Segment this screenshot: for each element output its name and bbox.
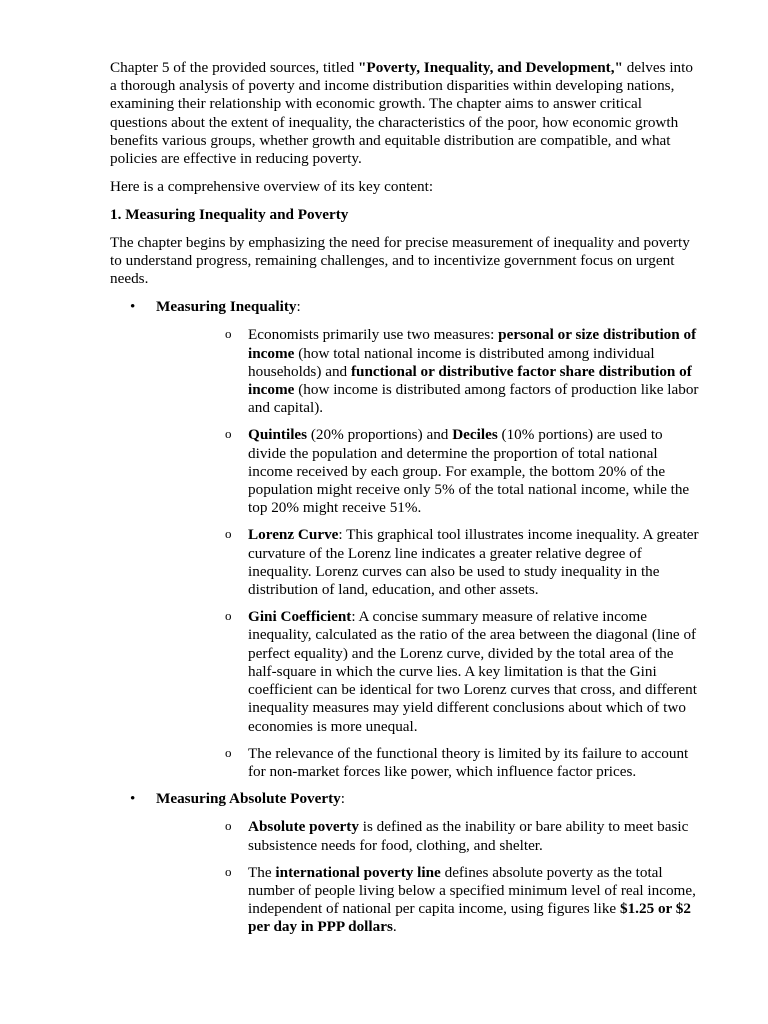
item-text: (how total national income is distributed among individual households) and bbox=[248, 344, 655, 380]
item-bold: personal or size distribution of income bbox=[248, 326, 697, 362]
bullet-icon: • bbox=[130, 790, 136, 808]
bullet-measuring-absolute-poverty bbox=[110, 790, 700, 936]
bullet-colon: : bbox=[340, 790, 345, 808]
bullet-measuring-inequality bbox=[110, 298, 700, 781]
sub-bullet-icon: o bbox=[225, 426, 232, 442]
item-text: (20% proportions) and bbox=[307, 426, 453, 444]
item-text: . bbox=[392, 918, 397, 936]
sub-bullet-icon: o bbox=[225, 863, 232, 879]
list-item bbox=[156, 864, 700, 937]
bullet-colon: : bbox=[296, 298, 301, 316]
bullet-title: Measuring Inequality bbox=[156, 298, 297, 316]
list-item bbox=[156, 526, 700, 599]
item-bold: Deciles bbox=[452, 426, 498, 444]
item-bold: Absolute poverty bbox=[248, 818, 359, 836]
intro-text-2: delves into a thorough analysis of poverty and income distribution disparities within developing nations, examining their relationship with economic growth. The chapter aims to answer critical questions about the extent of inequality, the characteristics of the poor, how economic growth benefits various groups, whether growth and equitable distribution are compatible, and what policies are effective in reducing poverty. bbox=[110, 59, 693, 168]
section-heading bbox=[110, 206, 700, 224]
item-text: : This graphical tool illustrates income inequality. A greater curvature of the Lorenz line indicates a greater relative degree of inequality. Lorenz curves can also be used to study inequality in the distribution of land, education, and other assets. bbox=[248, 526, 699, 599]
overview-line: Here is a comprehensive overview of its key content: bbox=[110, 178, 434, 196]
item-text: The bbox=[248, 863, 276, 881]
intro-text-1: Chapter 5 of the provided sources, titled bbox=[110, 59, 358, 76]
sub-list bbox=[156, 818, 700, 936]
sub-list bbox=[156, 326, 700, 781]
document-page bbox=[110, 59, 700, 946]
list-item bbox=[156, 818, 700, 854]
bullet-icon: • bbox=[130, 298, 136, 316]
item-bold: Lorenz Curve bbox=[248, 526, 339, 544]
section-heading-text: 1. Measuring Inequality and Poverty bbox=[110, 206, 349, 224]
sub-bullet-icon: o bbox=[225, 818, 232, 834]
section-paragraph: The chapter begins by emphasizing the need for precise measurement of inequality and poverty to understand progress, remaining challenges, and to incentivize government focus on urgent needs. bbox=[110, 233, 690, 288]
bullet-list bbox=[110, 298, 700, 936]
item-text: Economists primarily use two measures: bbox=[248, 326, 499, 344]
item-bold: functional or distributive factor share distribution of income bbox=[248, 362, 692, 399]
list-item bbox=[156, 608, 700, 735]
item-bold: Gini Coefficient bbox=[248, 608, 352, 626]
sub-bullet-icon: o bbox=[225, 326, 232, 342]
list-item bbox=[156, 326, 700, 417]
intro-paragraph bbox=[110, 59, 700, 168]
item-text: : A concise summary measure of relative income inequality, calculated as the ratio of the area between the diagonal (line of perfect equality) and the Lorenz curve, divided by the total area of the half-square in which the curve lies. A key limitation is that the Gini coefficient can be identical for two Lorenz curves that cross, and different inequality measures may yield different conclusions about which of two economies is more unequal. bbox=[248, 608, 697, 735]
list-item bbox=[156, 426, 700, 517]
list-item bbox=[156, 745, 700, 781]
chapter-title: "Poverty, Inequality, and Development," bbox=[358, 59, 623, 76]
item-text: is defined as the inability or bare ability to meet basic subsistence needs for food, clothing, and shelter. bbox=[248, 818, 689, 854]
sub-bullet-icon: o bbox=[225, 744, 232, 760]
item-bold: Quintiles bbox=[248, 426, 308, 444]
item-text: (10% portions) are used to divide the population and determine the proportion of total national income received by each group. For example, the bottom 20% of the population might receive only 5% of the total national income, while the top 20% might receive 51%. bbox=[248, 426, 690, 517]
sub-bullet-icon: o bbox=[225, 608, 232, 624]
item-text: The relevance of the functional theory is limited by its failure to account for non-market forces like power, which influence factor prices. bbox=[248, 744, 689, 780]
bullet-title: Measuring Absolute Poverty bbox=[156, 790, 341, 808]
item-bold: international poverty line bbox=[275, 863, 441, 881]
item-text: (how income is distributed among factors of production like labor and capital). bbox=[248, 381, 699, 417]
item-bold: $1.25 or $2 per day in PPP dollars bbox=[248, 900, 691, 936]
sub-bullet-icon: o bbox=[225, 526, 232, 542]
item-text: defines absolute poverty as the total number of people living below a specified minimum level of real income, independent of national per capita income, using figures like bbox=[248, 863, 696, 918]
